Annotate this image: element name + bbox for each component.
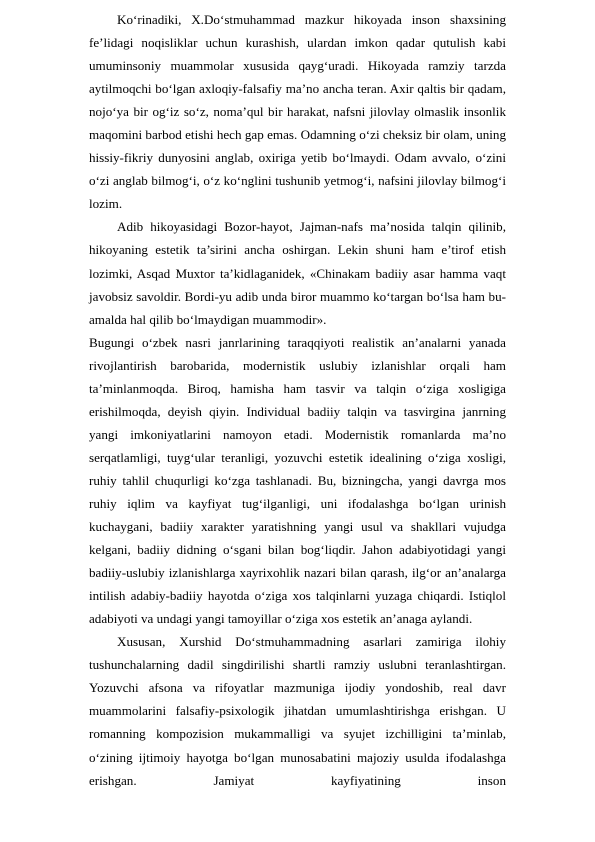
document-page — [89, 8, 506, 792]
paragraph-3: Bugungi o‘zbek nasri janrlarining taraqqiyoti realistik an’analarni yanada rivojlantirish barobarida, modernistik uslubiy izlanishlar orqali ham ta’minlanmoqda. Biroq, hamisha ham tasvir va talqin o‘ziga xosligiga erishilmoqda, deyish qiyin. Individual badiiy talqin va tasvirgina janrning yangi imkoniyatlarini namoyon etadi. Modernistik romanlarda ma’no serqatlamligi, tuyg‘ular teranligi, yozuvchi estetik idealining o‘ziga xosligi, ruhiy tahlil chuqurligi ko‘zga tashlanadi. Bu, bizningcha, yangi davrga mos ruhiy iqlim va kayfiyat tug‘ilganligi, uni ifodalashga bo‘lgan urinish kuchaygani, badiiy xarakter yaratishning yangi usul va shakllari vujudga kelgani, badiiy didning o‘sgani bilan bog‘liqdir. Jahon adabiyotidagi yangi badiiy-uslubiy izlanishlarga xayrixohlik nazari bilan qarash, ilg‘or an’analarga intilish adabiy-badiiy hayotda o‘ziga xos talqinlarni yuzaga chiqardi. Istiqlol adabiyoti va undagi yangi tamoyillar o‘ziga xos estetik an’anaga aylandi. — [89, 334, 506, 627]
paragraph-1: Ko‘rinadiki, X.Do‘stmuhammad mazkur hikoyada inson shaxsining fe’lidagi noqisliklar uchun kurashish, ulardan imkon qadar qutulish kabi umuminsoniy muammolar xususida qayg‘uradi. Hikoyada ramziy tarzda aytilmoqchi bo‘lgan axloqiy-falsafiy ma’no ancha teran. Axir qaltis bir qadam, nojo‘ya bir og‘iz so‘z, noma’qul bir harakat, nafsni jilovlay olmaslik insonlik maqomini barbod etishi hech gap emas. Odamning o‘zi cheksiz bir olam, uning hissiy-fikriy dunyosini anglab, oxiriga yetib bo‘lmaydi. Odam avvalo, o‘zini o‘zi anglab bilmog‘i, o‘z ko‘nglini tushunib yetmog‘i, nafsini jilovlay bilmog‘i lozim. — [89, 12, 506, 212]
paragraph-2: Adib hikoyasidagi Bozor-hayot, Jajman-nafs ma’nosida talqin qilinib, hikoyaning estetik ta’sirini ancha oshirgan. Lekin shuni ham e’tirof etish lozimki, Asqad Muxtor ta’kidlaganidek, «Chinakam badiiy asar hamma vaqt javobsiz savoldir. Bordi-yu adib unda biror muammo ko‘targan bo‘lsa ham bu-amalda hal qilib bo‘lmaydigan muammodir». — [89, 219, 506, 327]
paragraph-4: Xususan, Xurshid Do‘stmuhammadning asarlari zamiriga ilohiy tushunchalarning dadil singdirilishi shartli ramziy uslubni teranlashtirgan. Yozuvchi afsona va rifoyatlar mazmuniga ijodiy yondoshib, real davr muammolarini falsafiy-psixologik jihatdan umumlashtirishga erishgan. U romanning kompozision mukammalligi va syujet izchilligini ta’minlab, o‘zining ijtimoiy hayotga bo‘lgan munosabatini majoziy usulda ifodalashga erishgan. Jamiyat kayfiyatining inson — [89, 634, 506, 788]
